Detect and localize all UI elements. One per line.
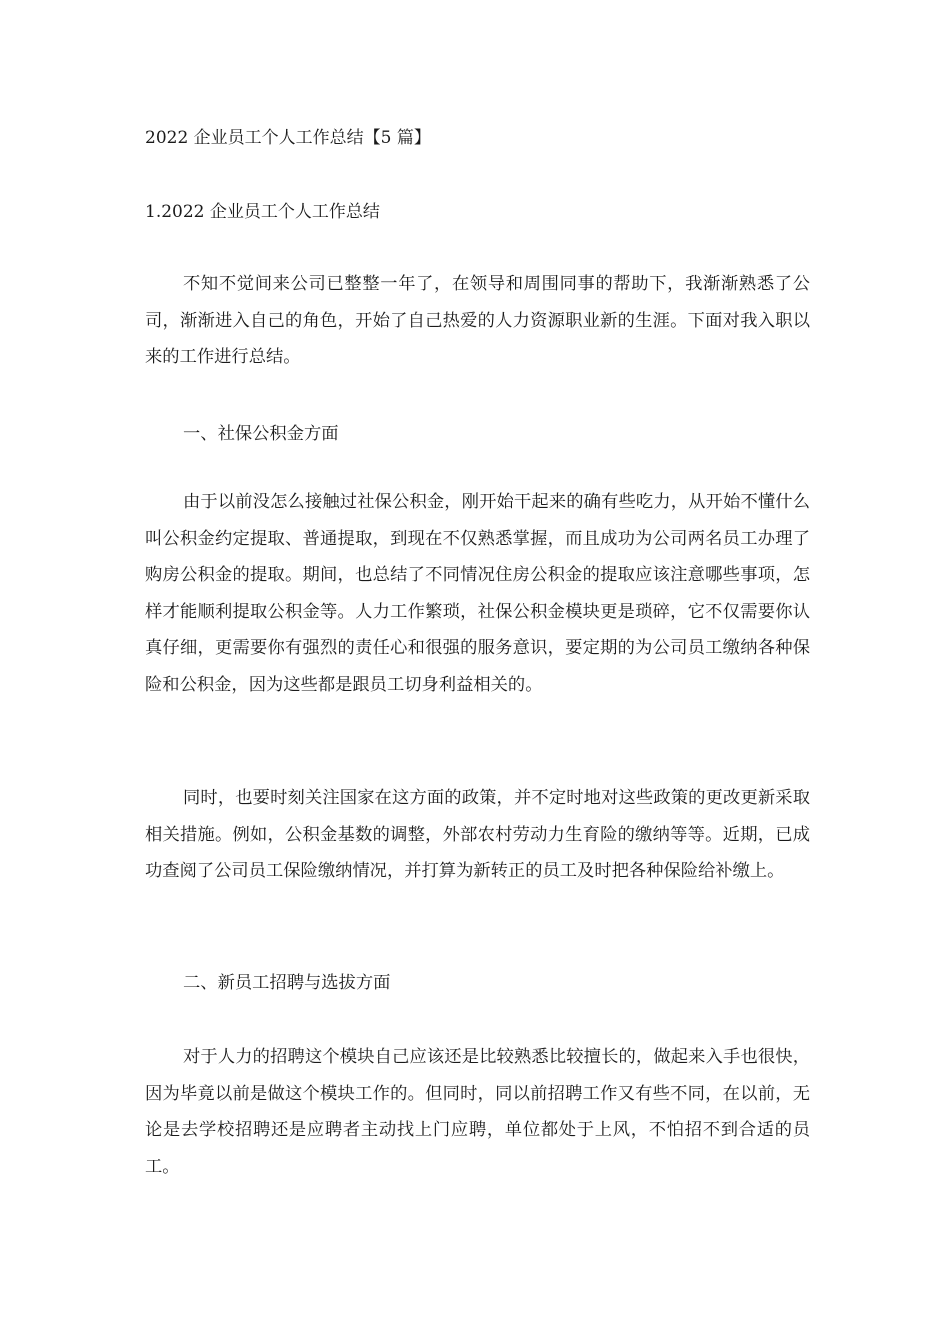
document-title: 2022 企业员工个人工作总结【5 篇】 <box>145 128 431 148</box>
section-title: 1.2022 企业员工个人工作总结 <box>145 202 380 222</box>
paragraph-social-insurance: 由于以前没怎么接触过社保公积金，刚开始干起来的确有些吃力，从开始不懂什么叫公积金约定提取、普通提取，到现在不仅熟悉掌握，而且成功为公司两名员工办理了购房公积金的提取。期间，也总结了不同情况住房公积金的提取应该注意哪些事项，怎样才能顺利提取公积金等。人力工作繁琐，社保公积金模块更是琐碎，它不仅需要你认真仔细，更需要你有强烈的责任心和很强的服务意识，要定期的为公司员工缴纳各种保险和公积金，因为这些都是跟员工切身利益相关的。 <box>145 492 810 695</box>
paragraph-recruitment: 对于人力的招聘这个模块自己应该还是比较熟悉比较擅长的，做起来入手也很快，因为毕竟以前是做这个模块工作的。但同时，同以前招聘工作又有些不同，在以前，无论是去学校招聘还是应聘者主动找上门应聘，单位都处于上风，不怕招不到合适的员工。 <box>145 1047 810 1177</box>
heading-social-insurance: 一、社保公积金方面 <box>183 424 339 444</box>
paragraph-policy: 同时，也要时刻关注国家在这方面的政策，并不定时地对这些政策的更改更新采取相关措施。例如，公积金基数的调整，外部农村劳动力生育险的缴纳等等。近期，已成功查阅了公司员工保险缴纳情况，并打算为新转正的员工及时把各种保险给补缴上。 <box>145 788 810 882</box>
paragraph-intro: 不知不觉间来公司已整整一年了，在领导和周围同事的帮助下，我渐渐熟悉了公司，渐渐进入自己的角色，开始了自己热爱的人力资源职业新的生涯。下面对我入职以来的工作进行总结。 <box>145 274 810 368</box>
heading-recruitment: 二、新员工招聘与选拔方面 <box>183 973 391 993</box>
